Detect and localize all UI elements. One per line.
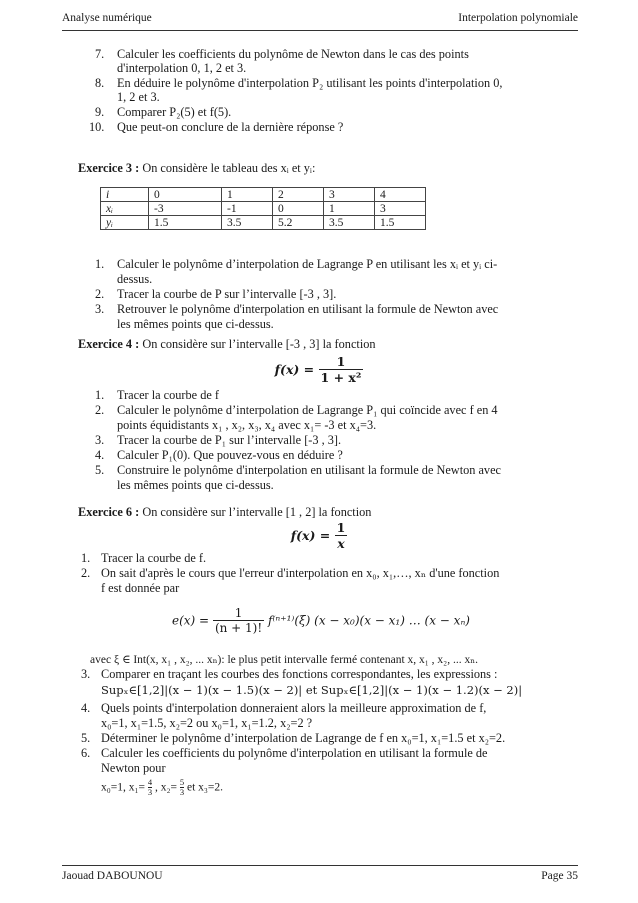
table-cell: 3.5 <box>324 216 375 230</box>
last-line-a: x₀=1, x₁= <box>101 781 145 794</box>
list-text: Tracer la courbe de P₁ sur l’intervalle [-3 , 3]. <box>117 433 342 447</box>
footer-rule <box>62 865 578 866</box>
list-num: 7. <box>95 47 105 61</box>
last-line <box>101 778 223 797</box>
ex3-table <box>100 187 426 230</box>
ex3-intro: On considère le tableau des xᵢ et yᵢ: <box>142 161 316 175</box>
header-right: Interpolation polynomiale <box>458 12 578 24</box>
formula-denominator: x <box>337 536 345 551</box>
list-num: 1. <box>95 257 105 271</box>
list-num: 1. <box>95 388 105 402</box>
footer-left: Jaouad DABOUNOU <box>62 870 163 882</box>
table-row <box>101 188 426 202</box>
list-num: 8. <box>95 76 105 90</box>
table-cell: 3 <box>324 188 375 202</box>
formula-lhs: f(x) = <box>274 362 315 377</box>
ex3-heading <box>78 161 315 176</box>
ex4-title: Exercice 4 : <box>78 337 140 351</box>
ex4-intro: On considère sur l’intervalle [-3 , 3] la fonction <box>142 337 376 351</box>
table-cell: i <box>101 188 149 202</box>
header-left: Analyse numérique <box>62 12 152 24</box>
list-text: x₀=1, x₁=1.5, x₂=2 ou x₀=1, x₁=1.2, x₂=2 ? <box>101 716 313 730</box>
fraction-5-3 <box>180 778 184 797</box>
fraction-numerator: 5 <box>179 777 185 787</box>
formula-numerator: 1 <box>336 520 346 535</box>
list-text: 1, 2 et 3. <box>117 90 160 104</box>
list-text: Calculer les coefficients du polynôme d'interpolation en utilisant la formule de <box>101 746 488 760</box>
table-cell: 5.2 <box>273 216 324 230</box>
formula-fraction <box>335 520 348 551</box>
list-num: 4. <box>81 701 91 715</box>
list-text: Que peut-on conclure de la dernière réponse ? <box>117 120 344 134</box>
list-num: 2. <box>95 403 105 417</box>
table-cell: 3.5 <box>222 216 273 230</box>
error-fraction <box>213 606 264 635</box>
list-num: 1. <box>81 551 91 565</box>
list-text: Calculer le polynôme d’interpolation de Lagrange P₁ qui coïncide avec f en 4 <box>117 403 498 417</box>
list-text: Tracer la courbe de f. <box>101 551 207 565</box>
list-text: Calculer P₁(0). Que pouvez-vous en déduire ? <box>117 448 343 462</box>
error-lhs: e(x) = <box>172 613 210 628</box>
error-formula <box>172 606 470 635</box>
table-cell: 0 <box>273 202 324 216</box>
list-text: Retrouver le polynôme d'interpolation en utilisant la formule de Newton avec <box>117 302 499 316</box>
list-num: 3. <box>81 667 91 681</box>
avec-line: avec ξ ∈ Int(x, x₁ , x₂, ... xₙ): le plus petit intervalle fermé contenant x, x₁ , x₂, ... xₙ. <box>90 654 479 666</box>
ex4-heading <box>78 337 376 352</box>
formula-numerator: 1 <box>319 354 364 370</box>
list-text: Comparer P₂(5) et f(5). <box>117 105 232 119</box>
list-num: 4. <box>95 448 105 462</box>
table-row <box>101 202 426 216</box>
fraction-denominator: 3 <box>179 787 185 797</box>
table-cell: 1 <box>324 202 375 216</box>
fraction-denominator: 3 <box>147 787 153 797</box>
ex6-heading <box>78 505 371 520</box>
ex6-intro: On considère sur l’intervalle [1 , 2] la fonction <box>142 505 372 519</box>
table-row <box>101 216 426 230</box>
table-cell: -3 <box>149 202 222 216</box>
list-text: les mêmes points que ci-dessus. <box>117 478 274 492</box>
list-text: Tracer la courbe de f <box>117 388 219 402</box>
list-num: 10. <box>89 120 105 134</box>
table-cell: 3 <box>375 202 426 216</box>
formula-denominator: 1 + x² <box>320 370 362 385</box>
table-cell: 1.5 <box>149 216 222 230</box>
table-cell: xᵢ <box>101 202 149 216</box>
list-text: Construire le polynôme d'interpolation en utilisant la formule de Newton avec <box>117 463 502 477</box>
list-text: Déterminer le polynôme d’interpolation de Lagrange de f en x₀=1, x₁=1.5 et x₂=2. <box>101 731 506 745</box>
list-text: Quels points d'interpolation donneraient alors la meilleure approximation de f, <box>101 701 487 715</box>
list-text: On sait d'après le cours que l'erreur d'interpolation en x₀, x₁,…, xₙ d'une fonction <box>101 566 500 580</box>
ex6-title: Exercice 6 : <box>78 505 140 519</box>
last-line-b: , x₂= <box>155 781 177 794</box>
error-denominator: (n + 1)! <box>214 621 263 635</box>
list-num: 3. <box>95 433 105 447</box>
last-line-c: et x₃=2. <box>187 781 224 794</box>
list-num: 5. <box>95 463 105 477</box>
list-num: 5. <box>81 731 91 745</box>
table-cell: 4 <box>375 188 426 202</box>
table-cell: 1 <box>222 188 273 202</box>
list-text: f est donnée par <box>101 581 180 595</box>
formula-fraction <box>319 354 364 385</box>
table-cell: -1 <box>222 202 273 216</box>
ex3-title: Exercice 3 : <box>78 161 140 175</box>
table-cell: 2 <box>273 188 324 202</box>
fraction-4-3 <box>148 778 152 797</box>
ex4-formula <box>0 354 638 385</box>
list-text: En déduire le polynôme d'interpolation P₂ utilisant les points d'interpolation 0, <box>117 76 503 90</box>
list-num: 6. <box>81 746 91 760</box>
list-num: 2. <box>95 287 105 301</box>
table-cell: 0 <box>149 188 222 202</box>
list-num: 3. <box>95 302 105 316</box>
fraction-numerator: 4 <box>147 777 153 787</box>
list-text: points équidistants x₁ , x₂, x₃, x₄ avec x₁= -3 et x₄=3. <box>117 418 377 432</box>
list-text: Tracer la courbe de P sur l’intervalle [-3 , 3]. <box>117 287 337 301</box>
list-text: Supₓ∈[1,2]|(x − 1)(x − 1.5)(x − 2)| et Supₓ∈[1,2]|(x − 1)(x − 1.2)(x − 2)| <box>101 683 523 697</box>
list-num: 9. <box>95 105 105 119</box>
header-rule <box>62 30 578 31</box>
list-text: d'interpolation 0, 1, 2 et 3. <box>117 61 247 75</box>
error-rhs: f⁽ⁿ⁺¹⁾(ξ) (x − x₀)(x − x₁) … (x − xₙ) <box>268 613 470 628</box>
list-num: 2. <box>81 566 91 580</box>
footer-right: Page 35 <box>541 870 578 882</box>
formula-lhs: f(x) = <box>290 528 331 543</box>
error-numerator: 1 <box>213 606 264 621</box>
ex6-formula <box>0 520 638 551</box>
table-cell: 1.5 <box>375 216 426 230</box>
list-text: Newton pour <box>101 761 166 775</box>
table-cell: yᵢ <box>101 216 149 230</box>
list-text: Comparer en traçant les courbes des fonctions correspondantes, les expressions : <box>101 667 498 681</box>
list-text: Calculer le polynôme d’interpolation de Lagrange P en utilisant les xᵢ et yᵢ ci- <box>117 257 498 271</box>
list-text: dessus. <box>117 272 153 286</box>
list-text: Calculer les coefficients du polynôme de Newton dans le cas des points <box>117 47 469 61</box>
list-text: les mêmes points que ci-dessus. <box>117 317 274 331</box>
